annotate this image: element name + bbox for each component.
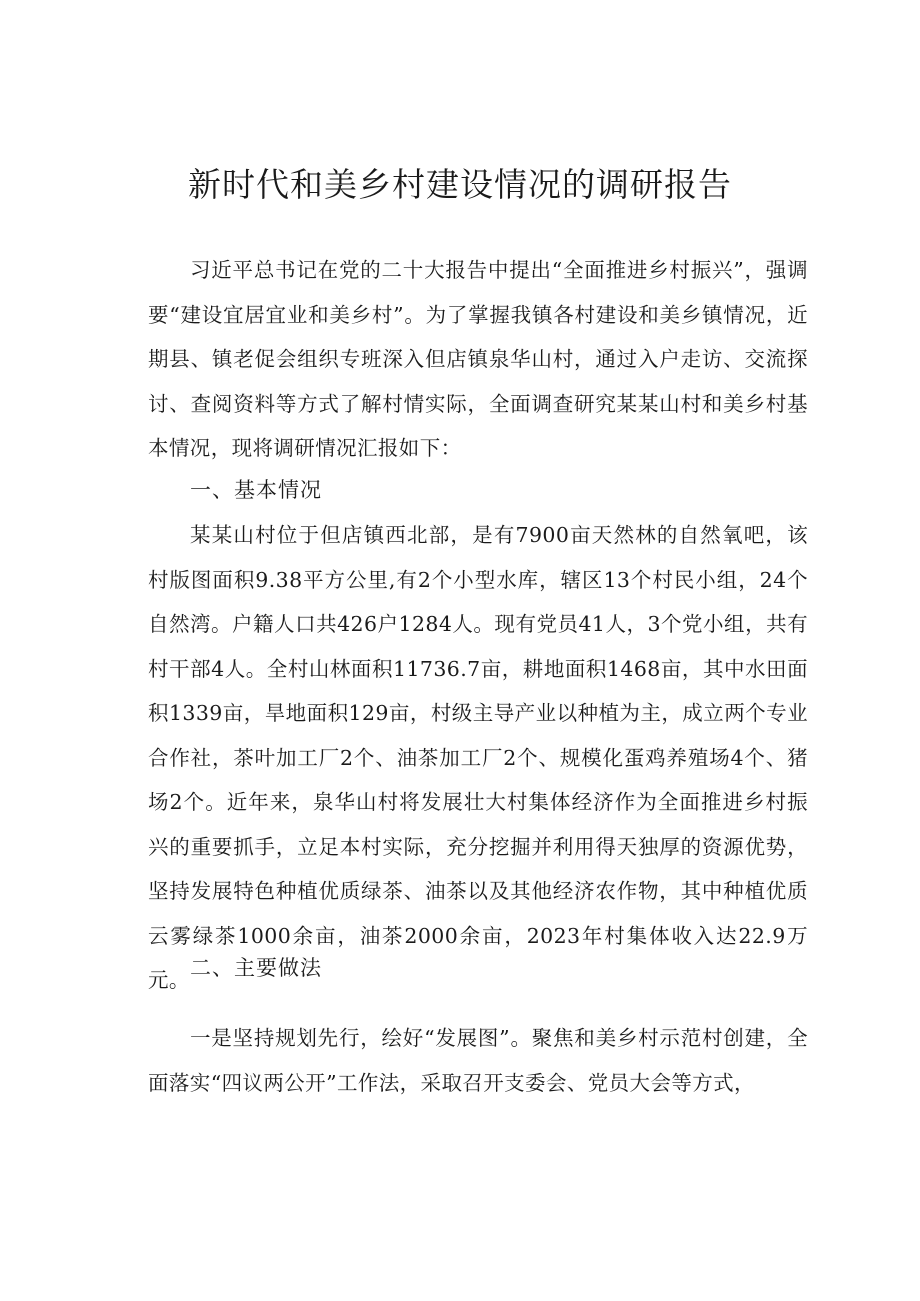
document-title: 新时代和美乡村建设情况的调研报告 — [188, 165, 732, 204]
intro-paragraph: 习近平总书记在党的二十大报告中提出“全面推进乡村振兴”，强调要“建设宜居宜业和美乡村”。为了掌握我镇各村建设和美乡镇情况，近期县、镇老促会组织专班深入但店镇泉华山村，通过入户走访、交流探讨、查阅资料等方式了解村情实际，全面调查研究某某山村和美乡村基本情况，现将调研情况汇报如下： — [148, 258, 808, 460]
section-paragraph-basic-situation: 某某山村位于但店镇西北部，是有7900亩天然林的自然氧吧，该村版图面积9.38平方公里,有2个小型水库，辖区13个村民小组，24个自然湾。户籍人口共426户1284人。现有党员41人，3个党小组，共有村干部4人。全村山林面积11736.7亩，耕地面积1468亩，其中水田面积1339亩，旱地面积129亩，村级主导产业以种植为主，成立两个专业合作社，茶叶加工厂2个、油茶加工厂2个、规模化蛋鸡养殖场4个、猪场2个。近年来，泉华山村将发展壮大村集体经济作为全面推进乡村振兴的重要抓手，立足本村实际，充分挖掘并利用得天独厚的资源优势，坚持发展特色种植优质绿茶、油茶以及其他经济农作物，其中种植优质云雾绿茶1000余亩，油茶2000余亩，2023年村集体收入达22.9万元。 — [148, 523, 808, 992]
section-paragraph-main-practices: 一是坚持规划先行，绘好“发展图”。聚焦和美乡村示范村创建，全面落实“四议两公开”工作法，采取召开支委会、党员大会等方式， — [148, 1026, 808, 1095]
section-heading-main-practices: 二、主要做法 — [190, 956, 322, 980]
section-heading-basic-situation: 一、基本情况 — [190, 478, 322, 502]
